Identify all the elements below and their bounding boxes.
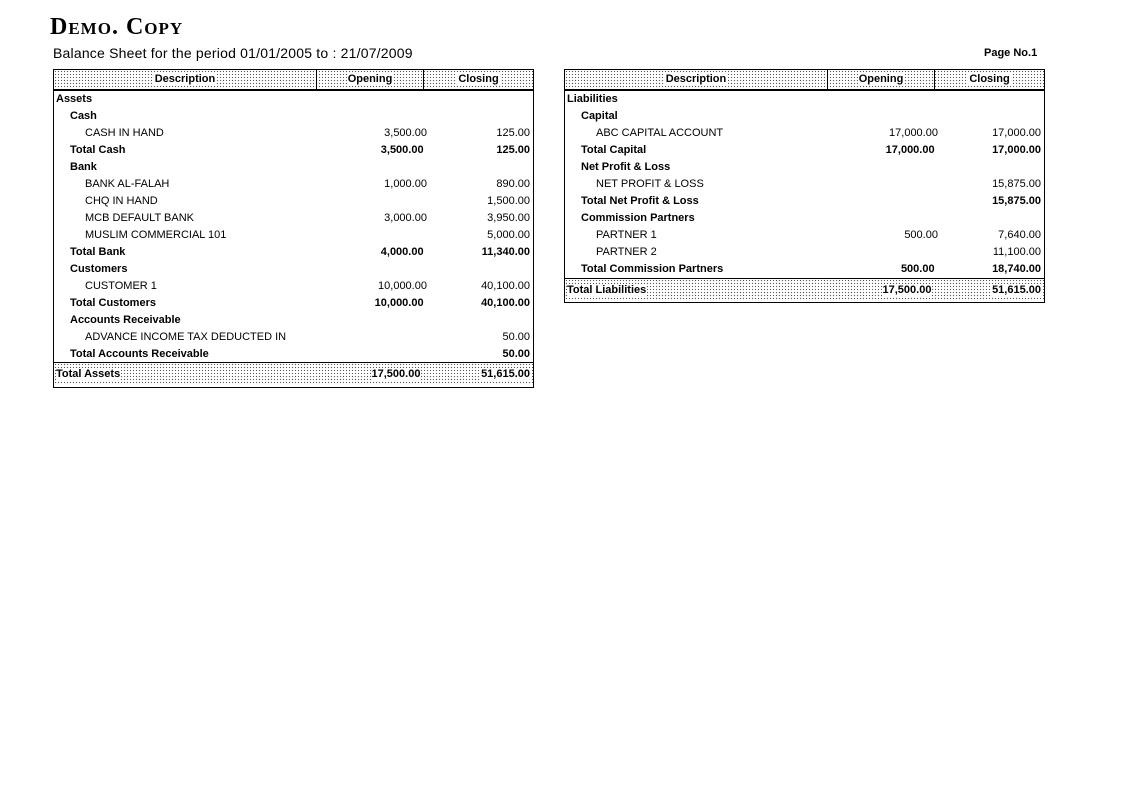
- row-description: CUSTOMER 1: [85, 280, 157, 292]
- row-closing: [428, 108, 533, 125]
- row-opening: 3,000.00: [384, 212, 427, 224]
- liabilities-row-tot: [565, 261, 1044, 278]
- row-opening: [835, 159, 939, 176]
- row-opening: 4,000.00: [380, 246, 424, 258]
- liabilities-row-sec: [565, 91, 1044, 108]
- row-closing: 15,875.00: [992, 195, 1041, 207]
- row-closing: 3,950.00: [487, 212, 530, 224]
- row-opening: [318, 91, 425, 108]
- assets-row-itm: [54, 329, 533, 346]
- row-opening: 17,000.00: [889, 127, 938, 139]
- row-description: Cash: [70, 110, 97, 122]
- assets-row-itm: [54, 278, 533, 295]
- row-description: Liabilities: [567, 93, 618, 105]
- opening-column-header: Opening: [317, 70, 424, 89]
- row-opening: [331, 193, 431, 210]
- row-description: BANK AL-FALAH: [85, 178, 170, 190]
- row-closing: 17,000.00: [992, 127, 1041, 139]
- total-assets-label: Total Assets: [56, 368, 121, 380]
- row-closing: [935, 91, 1044, 108]
- row-opening: [331, 227, 431, 244]
- liabilities-table-header: [565, 70, 1044, 91]
- row-description: Customers: [70, 263, 128, 275]
- row-opening: 500.00: [904, 229, 938, 241]
- row-closing: [939, 108, 1044, 125]
- row-opening: 3,500.00: [380, 144, 424, 156]
- row-closing: 50.00: [502, 348, 530, 360]
- assets-row-grp: [54, 159, 533, 176]
- row-description: Total Capital: [581, 144, 647, 156]
- assets-row-itm: [54, 210, 533, 227]
- row-description: Assets: [56, 93, 93, 105]
- row-description: PARTNER 2: [596, 246, 657, 258]
- row-closing: 40,100.00: [481, 297, 530, 309]
- closing-column-header: Closing: [458, 73, 499, 85]
- liabilities-row-itm: [565, 125, 1044, 142]
- row-closing: 125.00: [496, 127, 530, 139]
- assets-table: [53, 69, 534, 388]
- row-description: Total Net Profit & Loss: [581, 195, 699, 207]
- assets-rows: [54, 91, 533, 362]
- assets-row-grp: [54, 261, 533, 278]
- row-description: ADVANCE INCOME TAX DEDUCTED IN: [85, 331, 287, 343]
- assets-row-grp: [54, 312, 533, 329]
- liabilities-row-itm: [565, 227, 1044, 244]
- row-description: CHQ IN HAND: [85, 195, 158, 207]
- assets-row-sec: [54, 91, 533, 108]
- row-closing: 17,000.00: [992, 144, 1041, 156]
- report-title: Balance Sheet for the period 01/01/2005 to : 21/07/2009: [53, 45, 413, 61]
- row-description: Total Commission Partners: [581, 263, 724, 275]
- liabilities-row-tot: [565, 142, 1044, 159]
- row-opening: [842, 176, 942, 193]
- assets-row-tot: [54, 346, 533, 363]
- assets-row-itm: [54, 227, 533, 244]
- row-opening: [829, 91, 936, 108]
- row-description: CASH IN HAND: [85, 127, 164, 139]
- row-closing: [428, 261, 533, 278]
- row-description: Capital: [581, 110, 618, 122]
- row-description: Accounts Receivable: [70, 314, 181, 326]
- row-closing: [428, 312, 533, 329]
- liabilities-row-itm: [565, 176, 1044, 193]
- row-description: ABC CAPITAL ACCOUNT: [596, 127, 724, 139]
- liabilities-table: [564, 69, 1045, 303]
- row-closing: 5,000.00: [487, 229, 530, 241]
- total-liabilities-row: [565, 278, 1044, 301]
- row-closing: 11,340.00: [481, 246, 530, 258]
- row-opening: [324, 346, 428, 363]
- row-closing: 125.00: [496, 144, 530, 156]
- total-liabilities-opening: 17,500.00: [882, 284, 932, 296]
- row-description: Commission Partners: [581, 212, 695, 224]
- liabilities-row-tot: [565, 193, 1044, 210]
- row-description: Total Customers: [70, 297, 156, 309]
- liabilities-row-grp: [565, 108, 1044, 125]
- row-closing: 15,875.00: [992, 178, 1041, 190]
- company-name: Demo. Copy: [50, 14, 184, 40]
- row-opening: [842, 244, 942, 261]
- assets-row-grp: [54, 108, 533, 125]
- row-closing: 50.00: [502, 331, 530, 343]
- row-closing: 1,500.00: [487, 195, 530, 207]
- row-opening: [835, 210, 939, 227]
- row-closing: 11,100.00: [992, 246, 1041, 258]
- row-description: Total Cash: [70, 144, 126, 156]
- row-opening: [324, 261, 428, 278]
- row-opening: 17,000.00: [885, 144, 935, 156]
- liabilities-rows: [565, 91, 1044, 278]
- row-opening: 10,000.00: [378, 280, 427, 292]
- closing-column-header: Closing: [969, 73, 1010, 85]
- assets-row-tot: [54, 142, 533, 159]
- row-description: Bank: [70, 161, 97, 173]
- row-description: NET PROFIT & LOSS: [596, 178, 704, 190]
- row-closing: 40,100.00: [481, 280, 530, 292]
- assets-row-itm: [54, 125, 533, 142]
- row-description: Net Profit & Loss: [581, 161, 671, 173]
- assets-row-itm: [54, 193, 533, 210]
- opening-column-header: Opening: [828, 70, 935, 89]
- assets-row-tot: [54, 295, 533, 312]
- row-closing: [939, 210, 1044, 227]
- row-opening: [331, 329, 431, 346]
- liabilities-row-grp: [565, 210, 1044, 227]
- total-assets-closing: 51,615.00: [481, 368, 530, 380]
- row-description: Total Bank: [70, 246, 126, 258]
- row-opening: [835, 193, 939, 210]
- row-closing: 890.00: [496, 178, 530, 190]
- liabilities-row-itm: [565, 244, 1044, 261]
- description-column-header: Description: [565, 70, 828, 89]
- total-liabilities-label: Total Liabilities: [567, 284, 647, 296]
- row-description: MUSLIM COMMERCIAL 101: [85, 229, 227, 241]
- assets-table-header: [54, 70, 533, 91]
- row-opening: 10,000.00: [374, 297, 424, 309]
- row-closing: [424, 91, 533, 108]
- row-closing: [428, 159, 533, 176]
- total-assets-row: [54, 362, 533, 385]
- row-closing: 7,640.00: [998, 229, 1041, 241]
- row-description: PARTNER 1: [596, 229, 657, 241]
- row-opening: [324, 159, 428, 176]
- row-description: MCB DEFAULT BANK: [85, 212, 195, 224]
- row-opening: [835, 108, 939, 125]
- assets-row-tot: [54, 244, 533, 261]
- liabilities-row-grp: [565, 159, 1044, 176]
- row-opening: 1,000.00: [384, 178, 427, 190]
- total-assets-opening: 17,500.00: [371, 368, 421, 380]
- row-description: Total Accounts Receivable: [70, 348, 209, 360]
- assets-row-itm: [54, 176, 533, 193]
- row-opening: [324, 312, 428, 329]
- row-opening: 3,500.00: [384, 127, 427, 139]
- total-liabilities-closing: 51,615.00: [992, 284, 1041, 296]
- page-number: Page No.1: [984, 47, 1038, 59]
- row-opening: 500.00: [900, 263, 935, 275]
- row-opening: [324, 108, 428, 125]
- row-closing: [939, 159, 1044, 176]
- row-closing: 18,740.00: [992, 263, 1041, 275]
- description-column-header: Description: [54, 70, 317, 89]
